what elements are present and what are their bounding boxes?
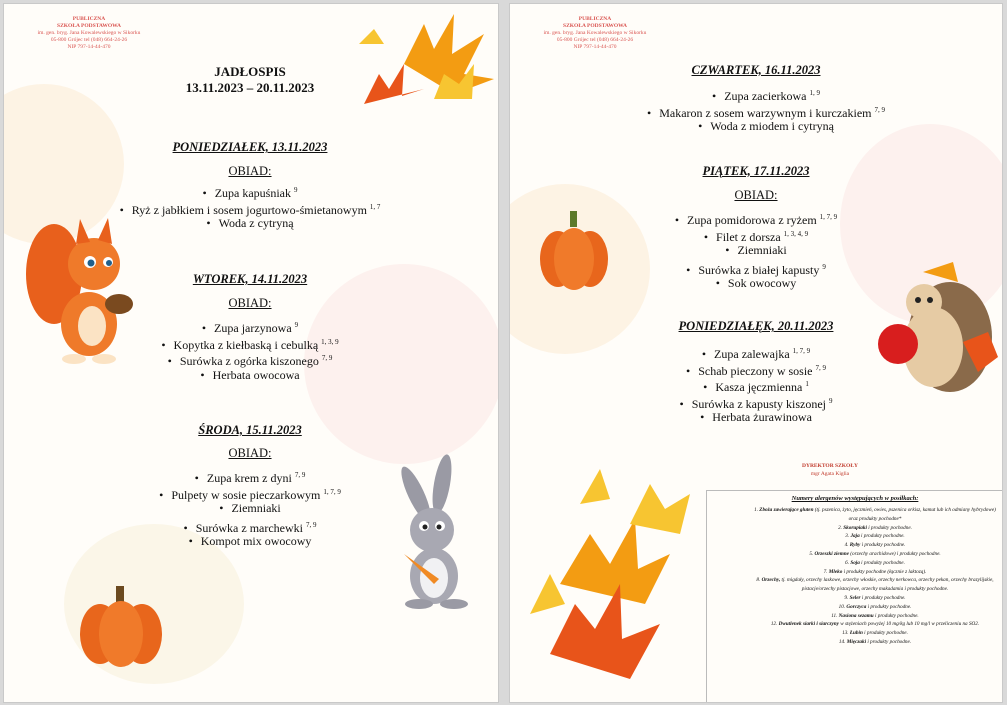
allergen-item: 11. Nasiona sezamu i produkty pochodne. [831, 612, 919, 619]
list-item: • Zupa jarzynowa $^9$ [104, 317, 396, 334]
allergen-item: 7. Mleko i produkty pochodne (łącznie z laktozą). [823, 568, 927, 575]
hedgehog-head [906, 284, 942, 320]
menu-title [150, 64, 350, 96]
menu-date-range: 13.11.2023 – 20.11.2023 [185, 80, 315, 95]
list-item: • Surówka z białej kapusty $^9$ [610, 259, 902, 276]
lunch-label: OBIAD: [228, 296, 272, 310]
pumpkin-illustration [78, 582, 164, 672]
day-title-tuesday: WTOREK, 14.11.2023 [192, 272, 308, 286]
list-item: • Ziemniaki [610, 242, 902, 259]
allergen-item: 5. Orzeszki ziemne (orzechy arachidowe) i produkty pochodne. [809, 550, 941, 557]
menu-title-heading: JADŁOSPIS [214, 64, 286, 79]
school-header [34, 16, 144, 51]
list-item: • Schab pieczony w sosie $^{7, 9}$ [610, 360, 902, 377]
pumpkin-stem [570, 211, 577, 227]
list-item: • Filet z dorsza $^{1, 3, 4, 9}$ [610, 226, 902, 243]
squirrel-ear [76, 219, 90, 244]
day-title-monday-next: PONIEDZIAŁĘK, 20.11.2023 [678, 319, 834, 333]
day-title-monday: PONIEDZIAŁEK, 13.11.2023 [172, 140, 328, 154]
allergen-item: 2. Skorupiaki i produkty pochodne. [838, 524, 912, 531]
list-item: • Ryż z jabłkiem i sosem jogurtowo-śmietanowym $^{1, 7}$ [84, 199, 416, 216]
squirrel-ear [98, 218, 112, 244]
list-item: • Herbata owocowa [104, 367, 396, 384]
director-title: DYREKTOR SZKOŁY [802, 463, 858, 469]
school-header-line: im. gen. bryg. Jana Kowalewskiego w Sikorku [37, 30, 141, 36]
list-item: • Surówka z marchewki $^{7, 9}$ [104, 517, 396, 534]
rabbit-illustration [384, 454, 484, 614]
school-header [540, 16, 650, 51]
list-item: • Zupa pomidorowa z ryżem $^{1, 7, 9}$ [610, 209, 902, 226]
maple-leaf [630, 484, 690, 534]
squirrel-belly [78, 306, 106, 346]
day-title-friday: PIĄTEK, 17.11.2023 [702, 164, 810, 178]
maple-leaf [359, 29, 384, 44]
menu-list-friday [610, 209, 902, 292]
allergen-item: 6. Soja i produkty pochodne. [845, 559, 905, 566]
list-item: • Ziemniaki [104, 500, 396, 517]
list-item: • Zupa zacierkowa $^{1, 9}$ [620, 85, 912, 102]
allergen-item: 14. Mięczaki i produkty pochodne. [838, 638, 912, 645]
list-item: • Kopytka z kiełbaską i cebulką $^{1, 3, 9}$ [104, 334, 396, 351]
director-name: mgr Agata Kiglia [810, 471, 850, 477]
list-item: • Zupa kapuśniak $^9$ [84, 182, 416, 199]
list-item: • Woda z cytryną [84, 215, 416, 232]
allergen-item: 10. Gorczyca i produkty pochodne. [838, 603, 912, 610]
list-item: • Zupa krem z dyni $^{7, 9}$ [104, 467, 396, 484]
menu-page-1 [4, 4, 498, 702]
school-header-line: NIP 797-14-44-470 [573, 44, 617, 50]
allergen-item: 9. Seler i produkty pochodne. [844, 594, 906, 601]
school-header-line: NIP 797-14-44-470 [67, 44, 111, 50]
school-header-line: 05-800 Grójec tel (048) 664-24-26 [50, 37, 128, 43]
list-item: • Sok owocowy [610, 275, 902, 292]
school-header-line: PUBLICZNA [578, 16, 612, 22]
school-header-line: SZKOŁA PODSTAWOWA [563, 23, 627, 29]
allergen-item: 13. Łubin i produkty pochodne. [842, 630, 908, 637]
school-header-line: PUBLICZNA [72, 16, 106, 22]
allergen-list [707, 506, 1002, 647]
menu-list-wednesday [104, 467, 396, 550]
pumpkin-illustration [538, 209, 610, 294]
autumn-leaves-illustration [344, 4, 494, 114]
list-item: • Kompot mix owocowy [104, 533, 396, 550]
rabbit-ear [429, 453, 455, 515]
list-item: • Zupa zalewajka $^{1, 7, 9}$ [610, 343, 902, 360]
allergen-legend-title: Numery alergenów występujących w posiłkach: [791, 495, 919, 502]
autumn-leaves-illustration [520, 464, 700, 694]
apple [878, 324, 918, 364]
school-header-line: SZKOŁA PODSTAWOWA [57, 23, 121, 29]
allergen-item: 4. Ryby i produkty pochodne. [844, 542, 906, 549]
list-item: • Surówka z kapusty kiszonej $^9$ [610, 393, 902, 410]
director-signature [775, 462, 885, 478]
menu-list-tuesday [104, 317, 396, 383]
menu-page-2 [510, 4, 1002, 702]
menu-list-thursday [620, 85, 912, 135]
allergen-item: 12. Dwutlenek siarki i siarczyny w stężeniach powyżej 10 mg/kg lub 10 mg/l w przeliczeniu na SO2. [770, 621, 980, 628]
menu-list-monday-next [610, 343, 902, 426]
allergen-item: 8. Orzechy, tj. migdały, orzechy laskowe, orzechy włoskie, orzechy nerkowca, orzechy pekan, orzechy brazylijskie, pistacje/orzechy pistacjowe, orzechy makadamia i produkty pochodne. [756, 577, 994, 593]
maple-leaf [560, 519, 670, 604]
maple-leaf [580, 469, 610, 504]
squirrel-illustration [24, 214, 134, 364]
maple-leaf [923, 262, 958, 282]
list-item: • Herbata żurawinowa [610, 409, 902, 426]
acorn [105, 294, 133, 314]
maple-leaf [530, 574, 565, 614]
list-item: • Surówka z ogórka kiszonego $^{7, 9}$ [104, 350, 396, 367]
list-item: • Kasza jęczmienna $^1$ [610, 376, 902, 393]
allergen-item: 3. Jaja i produkty pochodne. [845, 533, 905, 540]
day-title-thursday: CZWARTEK, 16.11.2023 [691, 63, 821, 77]
list-item: • Pulpety w sosie pieczarkowym $^{1, 7, 9}$ [104, 484, 396, 501]
hedgehog-illustration [878, 262, 998, 407]
list-item: • Woda z miodem i cytryną [620, 118, 912, 135]
allergen-item: 1. Zboża zawierające gluten (tj. pszenica, żyto, jęczmień, owies, pszenica orkisz, kamut lub ich odmiany hybrydowe) oraz produkty pochodne* [754, 507, 996, 522]
lunch-label: OBIAD: [228, 164, 272, 178]
school-header-line: im. gen. bryg. Jana Kowalewskiego w Sikorku [543, 30, 647, 36]
rabbit-head [410, 508, 454, 552]
lunch-label: OBIAD: [734, 188, 778, 202]
school-header-line: 05-800 Grójec tel (048) 664-24-26 [556, 37, 634, 43]
list-item: • Makaron z sosem warzywnym i kurczakiem $^{7, 9}$ [620, 102, 912, 119]
allergen-legend-box [706, 490, 1002, 702]
lunch-label: OBIAD: [228, 446, 272, 460]
day-title-wednesday: ŚRODA, 15.11.2023 [198, 423, 302, 437]
